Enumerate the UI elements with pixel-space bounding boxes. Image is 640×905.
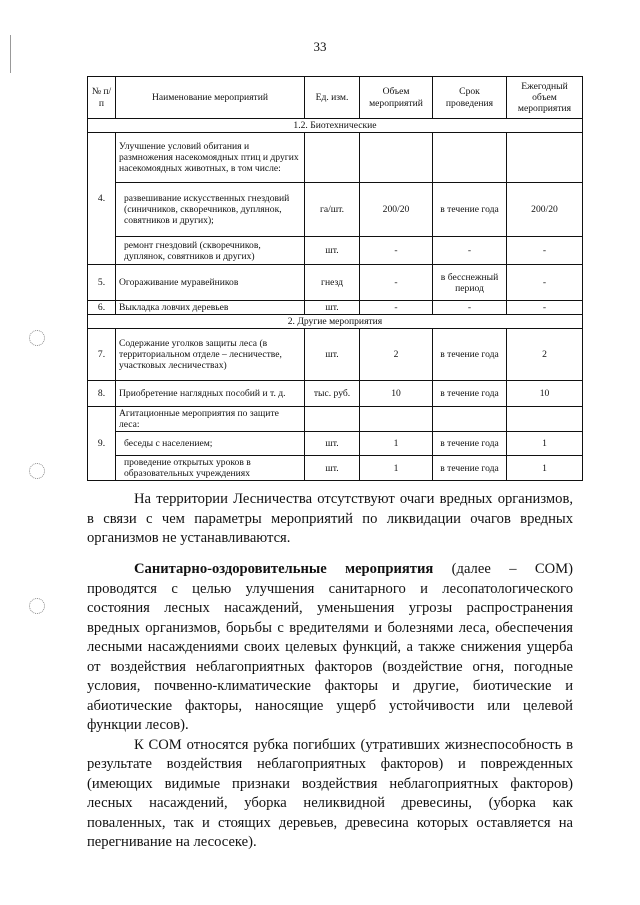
table-row — [88, 301, 583, 315]
section-title: 2. Другие мероприятия — [88, 315, 583, 329]
row-term: - — [433, 237, 507, 265]
paragraph: На территории Лесничества отсутствуют очаги вредных организмов, в связи с чем параметры мероприятий по ликвидации очагов вредных организмов не устанавливаются. — [87, 491, 573, 546]
row-unit: шт. — [305, 301, 360, 315]
row-volume: 10 — [360, 381, 433, 407]
binder-hole-mark — [29, 330, 45, 346]
binder-hole-mark — [29, 598, 45, 614]
table-row — [88, 407, 583, 432]
row-term: в течение года — [433, 381, 507, 407]
body-text — [87, 560, 573, 853]
row-unit: шт. — [305, 329, 360, 381]
header-no: № п/п — [88, 77, 116, 119]
table-row — [88, 432, 583, 456]
page-number: 33 — [313, 39, 327, 54]
section-row — [88, 315, 583, 329]
row-name: Огораживание муравейников — [116, 265, 305, 301]
row-volume: - — [360, 237, 433, 265]
header-name: Наименование мероприятий — [116, 77, 305, 119]
table-row — [88, 381, 583, 407]
row-unit: гнезд — [305, 265, 360, 301]
row-term: в течение года — [433, 432, 507, 456]
paragraph-rest: (далее – СОМ) проводятся с целью улучшения санитарного и лесопатологического состояния лесных насаждений, уменьшения угрозы распространения вредных организмов, борьбы с вредителями и болезнями леса, обеспечения лесными насаждениями своих целевых функций, а также снижения ущерба от воздействия неблагоприятных факторов (воздействие огня, погодные условия, почвенно-климатические факторы и другие, биотические и абиотические факторы, наносящие ущерб устойчивости или целевой функции лесов). — [87, 561, 573, 733]
row-number: 4. — [88, 133, 116, 265]
row-unit: га/шт. — [305, 183, 360, 237]
row-name: Приобретение наглядных пособий и т. д. — [116, 381, 305, 407]
table-row — [88, 183, 583, 237]
header-unit: Ед. изм. — [305, 77, 360, 119]
table-row — [88, 133, 583, 183]
row-name: проведение открытых уроков в образовательных учреждениях — [116, 456, 305, 481]
row-unit: шт. — [305, 237, 360, 265]
body-text — [87, 490, 573, 549]
row-term: в бесснежный период — [433, 265, 507, 301]
row-annual: - — [507, 301, 583, 315]
row-annual: 1 — [507, 456, 583, 481]
table-row — [88, 456, 583, 481]
row-name: Выкладка ловчих деревьев — [116, 301, 305, 315]
row-number: 8. — [88, 381, 116, 407]
bold-term: Санитарно-оздоровительные мероприятия — [134, 561, 434, 577]
row-name: Улучшение условий обитания и размножения насекомоядных птиц и других насекомоядных животных, в том числе: — [116, 133, 305, 183]
section-title: 1.2. Биотехнические — [88, 119, 583, 133]
header-annual: Ежегодный объем мероприятия — [507, 77, 583, 119]
section-row — [88, 119, 583, 133]
row-number: 9. — [88, 407, 116, 481]
row-name: Содержание уголков защиты леса (в территориальном отделе – лесничестве, участковых лесничествах) — [116, 329, 305, 381]
row-name: Агитационные мероприятия по защите леса: — [116, 407, 305, 432]
row-volume: - — [360, 265, 433, 301]
measures-table — [87, 76, 583, 481]
table-row — [88, 237, 583, 265]
row-number: 5. — [88, 265, 116, 301]
row-volume: 1 — [360, 456, 433, 481]
row-term: в течение года — [433, 456, 507, 481]
header-term: Срок проведения — [433, 77, 507, 119]
row-name: развешивание искусственных гнездовий (синичников, скворечников, дуплянок, совятников и других); — [116, 183, 305, 237]
table-header-row — [88, 77, 583, 119]
table-row — [88, 265, 583, 301]
paragraph: К СОМ относятся рубка погибших (утративших жизнеспособность в результате воздействия неблагоприятных факторов) и поврежденных (имеющих видимые признаки воздействия неблагоприятных факторов) лесных насаждений, уборка неликвидной древесины, (уборка как поваленных, так и стоящих деревьев, древесина которых оставляется на перегнивание на лесосеке). — [87, 736, 573, 850]
row-number: 7. — [88, 329, 116, 381]
row-term: в течение года — [433, 329, 507, 381]
row-number: 6. — [88, 301, 116, 315]
row-name: беседы с населением; — [116, 432, 305, 456]
row-volume: - — [360, 301, 433, 315]
row-annual: - — [507, 237, 583, 265]
row-annual: 10 — [507, 381, 583, 407]
binder-hole-mark — [29, 463, 45, 479]
row-volume: 2 — [360, 329, 433, 381]
row-annual: 2 — [507, 329, 583, 381]
row-unit: шт. — [305, 432, 360, 456]
row-volume: 1 — [360, 432, 433, 456]
row-volume: 200/20 — [360, 183, 433, 237]
row-unit: шт. — [305, 456, 360, 481]
row-unit: тыс. руб. — [305, 381, 360, 407]
header-volume: Объем мероприятий — [360, 77, 433, 119]
row-annual: - — [507, 265, 583, 301]
row-term: в течение года — [433, 183, 507, 237]
paragraph — [87, 560, 573, 736]
table-row — [88, 329, 583, 381]
row-term: - — [433, 301, 507, 315]
row-annual: 1 — [507, 432, 583, 456]
row-name: ремонт гнездовий (скворечников, дуплянок, совятников и других) — [116, 237, 305, 265]
row-annual: 200/20 — [507, 183, 583, 237]
